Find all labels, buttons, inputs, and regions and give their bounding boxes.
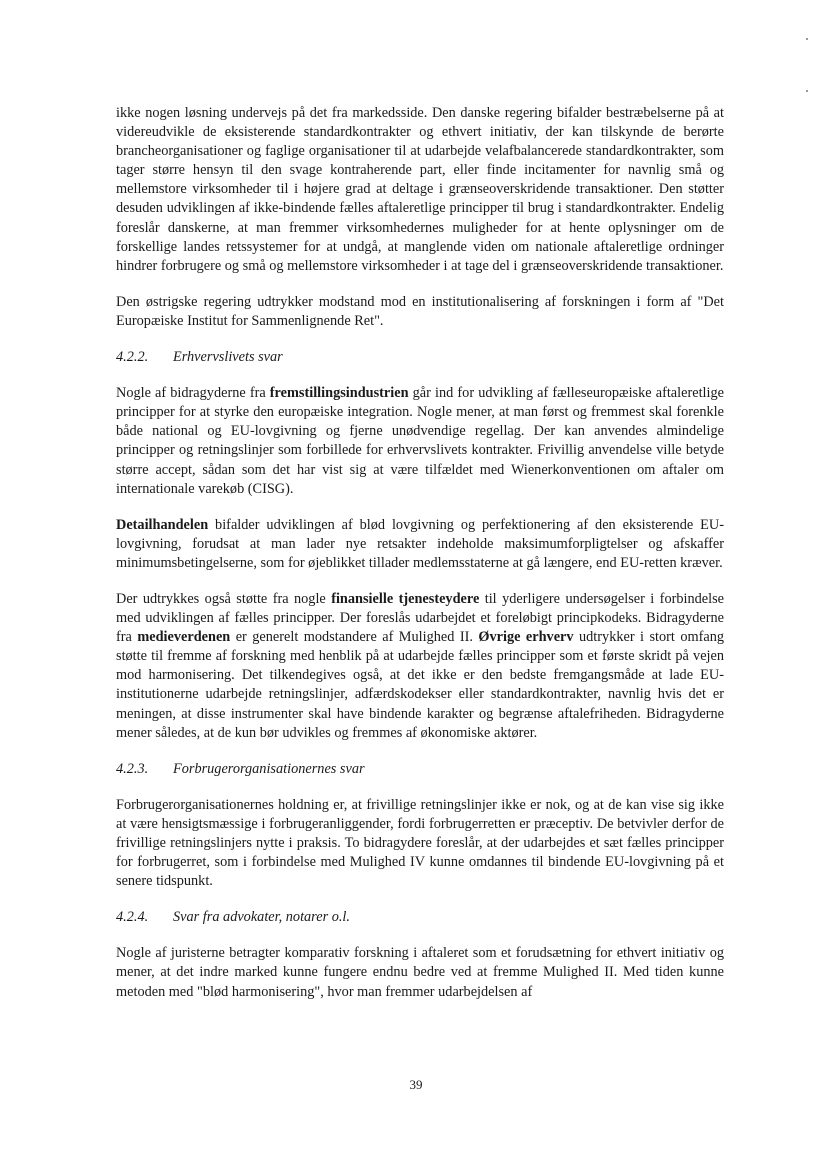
- text-run: bifalder udviklingen af blød lovgivning og perfektionering af den eksisterende EU-lovgivning, forudsat at man lader nye retsakter indeholde maksimumforpligtelser og afskaffer minimumsbetingelserne, som for øjeblikket tillader medlemsstaterne at gå længere, end EU-retten kræver.: [116, 516, 724, 571]
- section-number: 4.2.2.: [116, 349, 149, 366]
- text-run: til yderligere undersøgelser i forbindelse med udviklingen af fælles principper. Der foreslås udarbejdet et foreløbigt principkodeks. Bidragyderne fra: [116, 590, 725, 646]
- paragraph: [116, 384, 724, 499]
- paragraph: Forbrugerorganisationernes holdning er, at frivillige retningslinjer ikke er nok, og at de kan vise sig ikke at være hensigtsmæssige i forbrugeranliggender, fordi forbrugerretten er præceptiv. De betvivler derfor de frivillige retningslinjers nytte i praksis. To bidragydere foreslår, at der udarbejdes et sæt fælles principper for forbrugerret, som i forbindelse med Mulighed IV kunne omdannes til bindende EU-lovgivning på et senere tidspunkt.: [116, 796, 724, 890]
- text-run: går ind for udvikling af fælleseuropæiske aftaleretlige principper for at styrke den europæiske integration. Nogle mener, at man først og fremmest skal forenkle både national og EU-lovgivning og fjerne unødvendige regellag. Der kan anvendes almindelige principper og retningslinjer som forbillede for erhvervslivets kontrakter. Frivillig anvendelse ville betyde større accept, sådan som det har vist sig at være tilfældet med Wienerkonventionen om aftaler om internationale varekøb (CISG).: [116, 385, 724, 497]
- bold-term: Øvrige erhverv: [478, 629, 574, 646]
- paragraph: [116, 590, 724, 743]
- text-run: er generelt modstandere af Mulighed II.: [230, 629, 479, 646]
- paragraph: Den østrigske regering udtrykker modstand mod en institutionalisering af forskningen i form af "Det Europæiske Institut for Sammenlignende Ret".: [116, 293, 724, 329]
- bold-term: finansielle tjenesteydere: [331, 590, 480, 607]
- scan-speck: [806, 38, 808, 40]
- section-heading: [116, 908, 724, 927]
- text-run: udtrykker i stort omfang støtte til fremme af forskning med henblik på at udarbejde fælles principper som et første skridt på vejen mod harmonisering. Det tilkendegives også, at det ikke er den bedste fremgangsmåde at lade EU-institutionerne udarbejde retningslinjer, adfærdskodekser eller standardkontrakter, navnlig hvis det er meningen, at disse instrumenter skal have bindende karakter og begrænse aftalefriheden. Bidragyderne mener således, at de kun bør udvikles og fremmes af økonomiske aktører.: [116, 629, 724, 741]
- bold-term: medieverdenen: [137, 629, 231, 646]
- section-title: Erhvervslivets svar: [173, 349, 283, 366]
- section-number: 4.2.3.: [116, 760, 149, 777]
- page-body: [116, 104, 724, 1019]
- section-title: Forbrugerorganisationernes svar: [173, 760, 365, 777]
- paragraph: Nogle af juristerne betragter komparativ forskning i aftaleret som et forudsætning for ethvert initiativ og mener, at det indre marked kunne fungere endnu bedre ved at fremme Mulighed II. Med tiden kunne metoden med "blød harmonisering", hvor man fremmer udarbejdelsen af: [116, 945, 724, 1000]
- text-run: Nogle af bidragyderne fra: [116, 385, 270, 402]
- section-title: Svar fra advokater, notarer o.l.: [173, 909, 350, 926]
- section-heading: [116, 760, 724, 779]
- paragraph: ikke nogen løsning undervejs på det fra markedsside. Den danske regering bifalder bestræbelserne på at videreudvikle de eksisterende standardkontrakter og ethvert initiativ, der kan tilskynde de berørte brancheorganisationer og faglige organisationer til at udarbejde velafbalancerede standardkontrakter, som tager større hensyn til den svage kontraherende part, eller finde incitamenter for navnlig små og mellemstore virksomheder til i højere grad at deltage i grænseoverskridende transaktioner. Den støtter desuden udviklingen af ikke-bindende fælles aftaleretlige principper til brug i standardkontrakter. Endelig foreslår danskerne, at man fremmer virksomhedernes muligheder for at hente oplysninger om de forskellige landes retssystemer for at undgå, at manglende viden om nationale aftaleretlige ordninger hindrer forbrugere og små og mellemstore virksomheder i at tage del i grænseoverskridende transaktioner.: [116, 105, 724, 274]
- bold-term: fremstillingsindustrien: [269, 385, 409, 402]
- section-number: 4.2.4.: [116, 909, 149, 926]
- scan-speck: [806, 90, 808, 92]
- section-heading: [116, 348, 724, 367]
- text-run: Der udtrykkes også støtte fra nogle: [116, 590, 332, 607]
- page-number: 39: [409, 1077, 423, 1092]
- paragraph: [116, 516, 724, 573]
- bold-term: Detailhandelen: [116, 516, 209, 533]
